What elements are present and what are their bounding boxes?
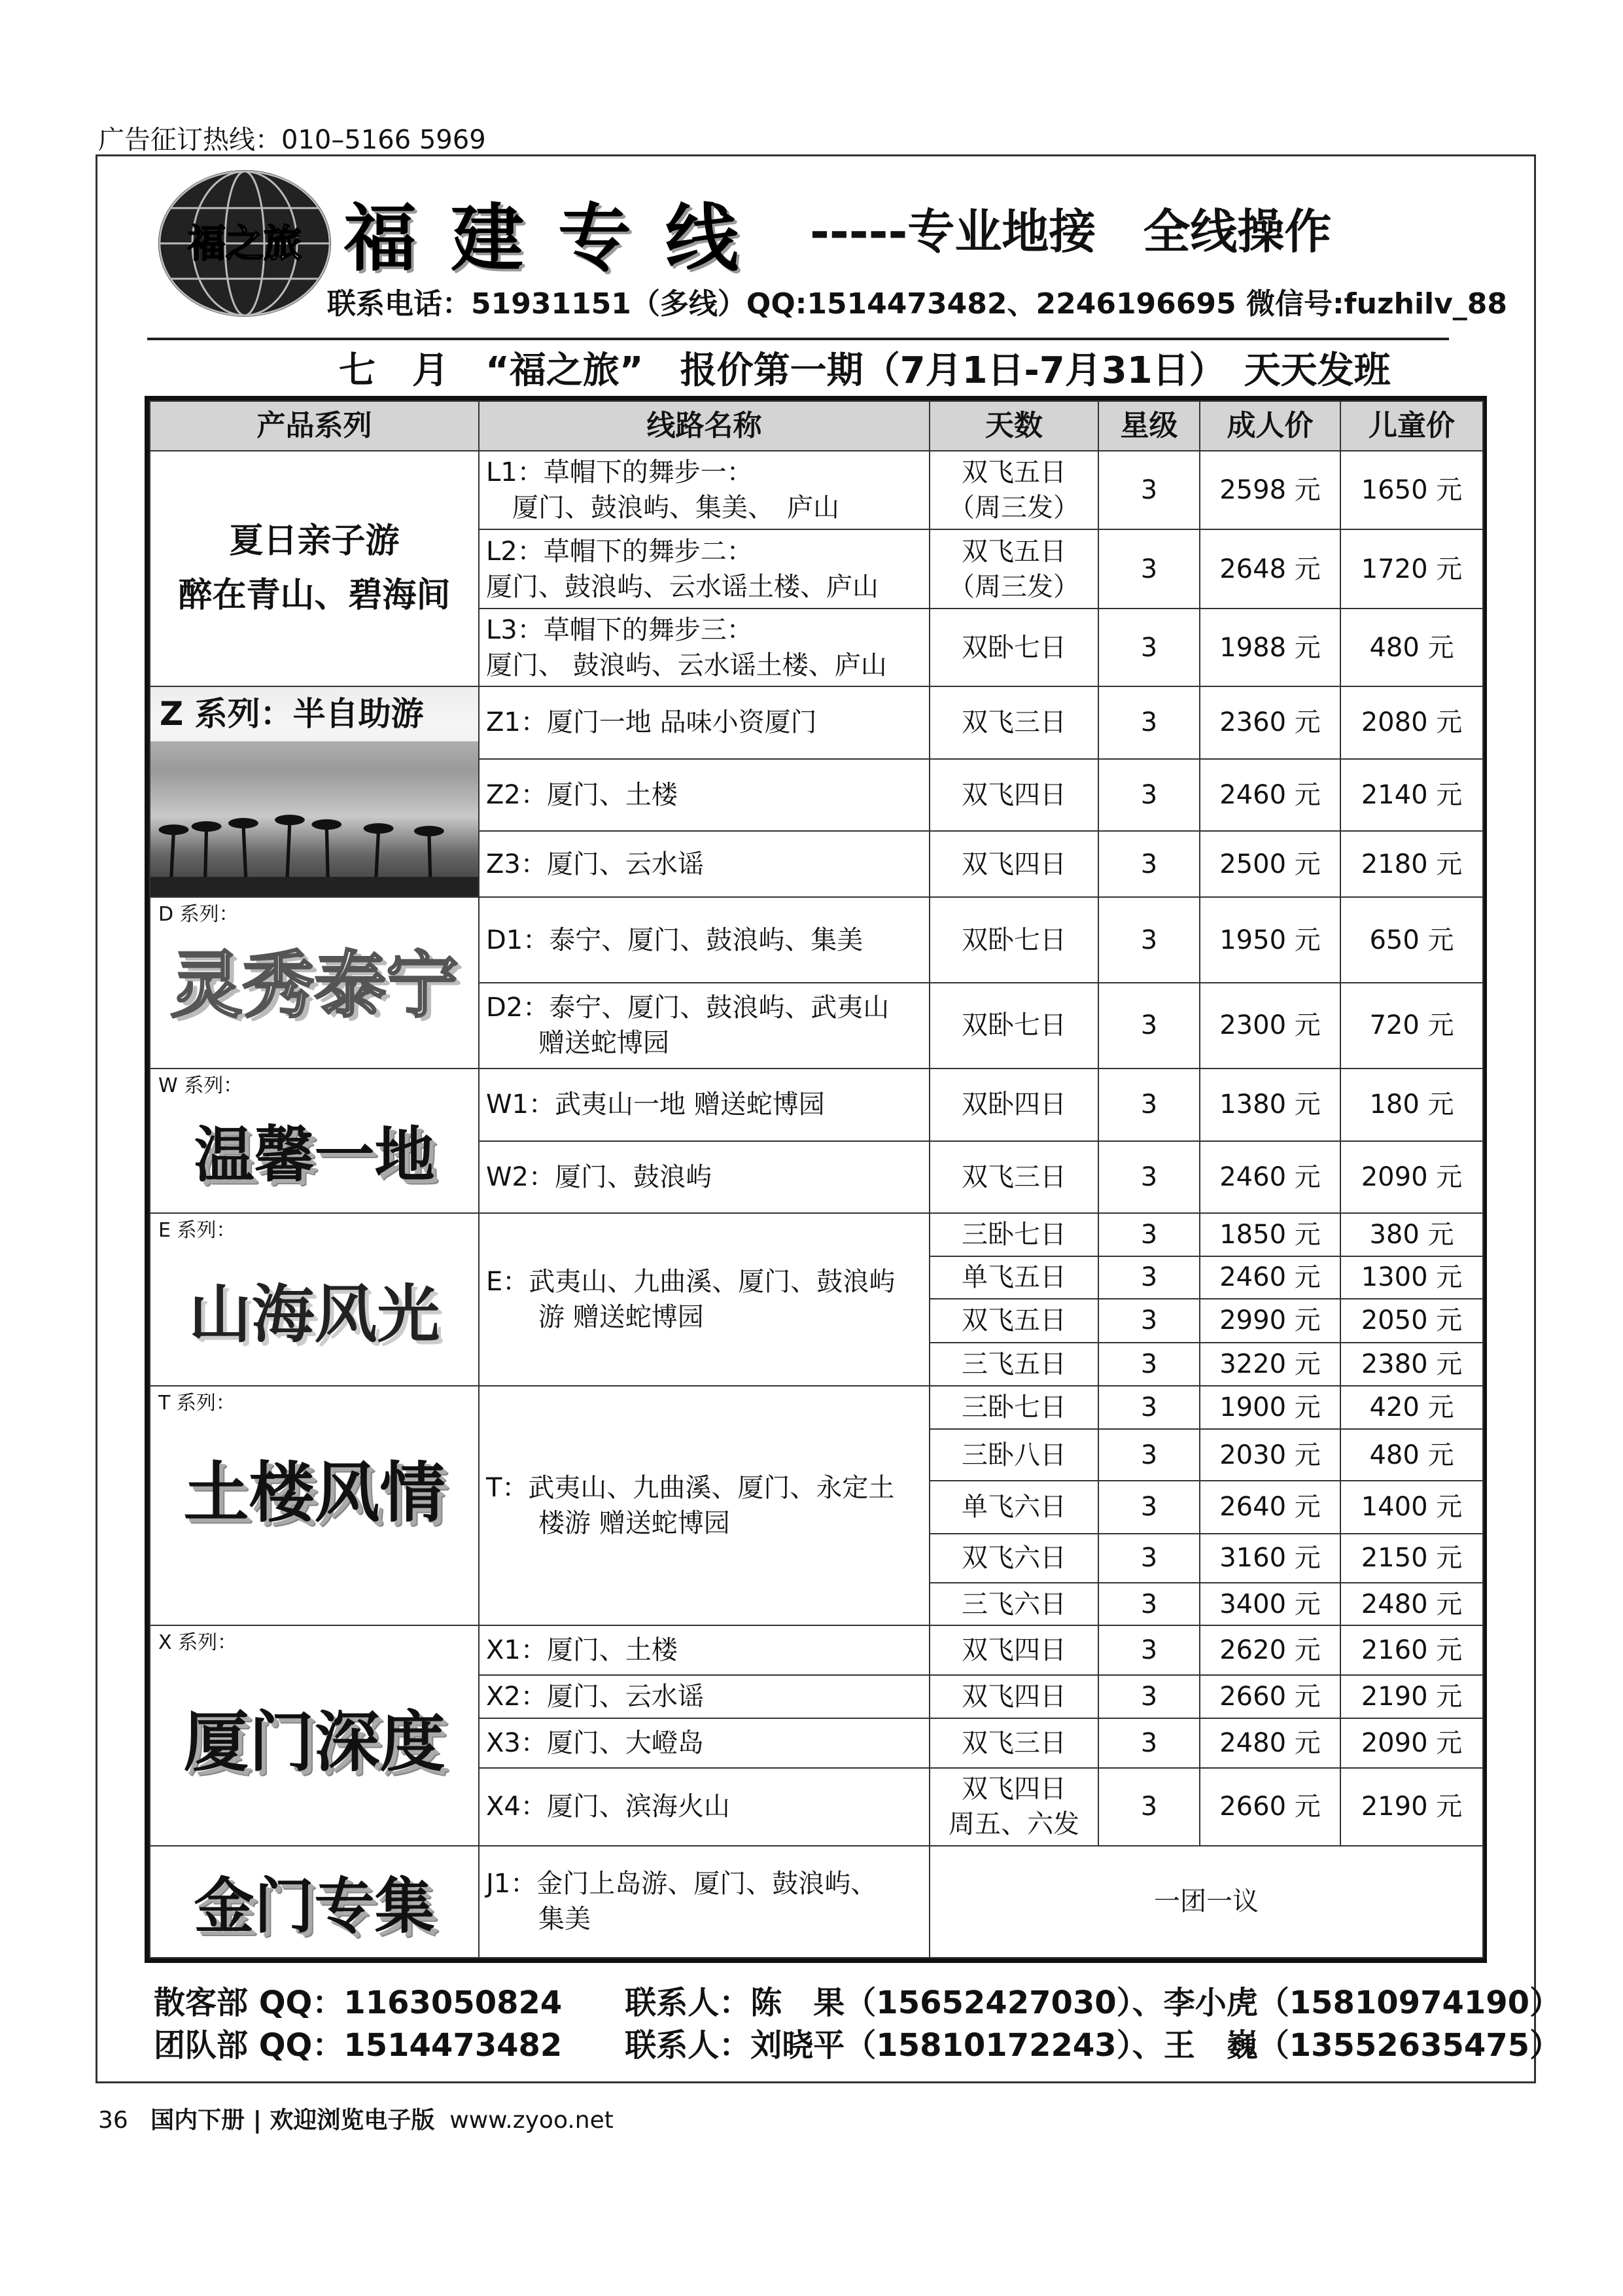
header-route-name: 线路名称 [479,401,930,451]
table-row [150,1846,1483,1958]
days-l3: 双卧七日 [930,609,1098,686]
ad-hotline: 广告征订热线：010–5166 5969 [98,125,486,155]
child-x1: 2160 元 [1340,1625,1483,1675]
star-t-2: 3 [1098,1481,1200,1534]
page-number: 36 [98,2107,128,2134]
child-t-1: 480 元 [1340,1429,1483,1481]
child-z1: 2080 元 [1340,686,1483,759]
route-w2: W2：厦门、鼓浪屿 [479,1141,930,1214]
adult-z2: 2460 元 [1200,759,1340,832]
days-e-2: 双飞五日 [930,1299,1098,1342]
days-d1: 双卧七日 [930,897,1098,983]
star-z1: 3 [1098,686,1200,759]
adult-x3: 2480 元 [1200,1718,1340,1768]
brand-title: 福建专线 [343,196,773,281]
globe-logo-icon [157,169,332,318]
days-t-0: 三卧七日 [930,1386,1098,1429]
route-x2: X2：厦门、云水谣 [479,1675,930,1718]
star-d1: 3 [1098,897,1200,983]
category-e [150,1213,479,1386]
page-footer [98,2102,614,2135]
category-d-label: D 系列： [158,903,239,927]
star-e-3: 3 [1098,1343,1200,1386]
star-z3: 3 [1098,831,1200,897]
adult-x1: 2620 元 [1200,1625,1340,1675]
route-z1: Z1：厦门一地 品味小资厦门 [479,686,930,759]
adult-z3: 2500 元 [1200,831,1340,897]
days-d2: 双卧七日 [930,983,1098,1069]
logo-text: 福之旅 [187,221,302,266]
days-z3: 双飞四日 [930,831,1098,897]
adult-w1: 1380 元 [1200,1069,1340,1141]
route-w1: W1：武夷山一地 赠送蛇博园 [479,1069,930,1141]
route-d1: D1：泰宁、厦门、鼓浪屿、集美 [479,897,930,983]
adult-t-4: 3400 元 [1200,1583,1340,1625]
price-j1: 一团一议 [930,1846,1483,1958]
footer-url: www.zyoo.net [449,2107,614,2134]
days-w1: 双卧四日 [930,1069,1098,1141]
category-t-label: T 系列： [158,1392,236,1415]
child-t-3: 2150 元 [1340,1534,1483,1583]
category-e-title: 山海风光 [188,1278,440,1352]
star-t-3: 3 [1098,1534,1200,1583]
price-list-subtitle: 七 月 “福之旅” 报价第一期（7月1日-7月31日） 天天发班 [339,349,1391,392]
footer-group-contact: 团队部 QQ：1514473482 联系人：刘晓平（15810172243）、王 巍（13552635475） [154,2027,1562,2064]
adult-e-2: 2990 元 [1200,1299,1340,1342]
child-z3: 2180 元 [1340,831,1483,897]
days-x4: 双飞四日 周五、六发 [930,1768,1098,1846]
child-d2: 720 元 [1340,983,1483,1069]
adult-e-1: 2460 元 [1200,1256,1340,1299]
adult-t-2: 2640 元 [1200,1481,1340,1534]
days-t-1: 三卧八日 [930,1429,1098,1481]
category-j [150,1846,479,1958]
star-z2: 3 [1098,759,1200,832]
route-z3: Z3：厦门、云水谣 [479,831,930,897]
adult-l2: 2648 元 [1200,529,1340,609]
child-t-4: 2480 元 [1340,1583,1483,1625]
table-row [150,1386,1483,1429]
days-x1: 双飞四日 [930,1625,1098,1675]
days-z2: 双飞四日 [930,759,1098,832]
days-z1: 双飞三日 [930,686,1098,759]
route-z2: Z2：厦门、土楼 [479,759,930,832]
category-t [150,1386,479,1625]
days-t-4: 三飞六日 [930,1583,1098,1625]
star-l3: 3 [1098,609,1200,686]
table-row [150,1625,1483,1675]
days-x2: 双飞四日 [930,1675,1098,1718]
price-table [145,396,1487,1963]
days-w2: 双飞三日 [930,1141,1098,1214]
star-t-0: 3 [1098,1386,1200,1429]
route-d2: D2：泰宁、厦门、鼓浪屿、武夷山 赠送蛇博园 [479,983,930,1069]
star-t-4: 3 [1098,1583,1200,1625]
star-w2: 3 [1098,1141,1200,1214]
category-x-title: 厦门深度 [183,1704,445,1781]
star-e-1: 3 [1098,1256,1200,1299]
days-e-3: 三飞五日 [930,1343,1098,1386]
category-d [150,897,479,1069]
category-j-title: 金门专集 [194,1871,435,1941]
footer-fit-contact: 散客部 QQ：1163050824 联系人：陈 果（15652427030）、李小虎（15810974190） [154,1985,1562,2021]
adult-t-1: 2030 元 [1200,1429,1340,1481]
child-l2: 1720 元 [1340,529,1483,609]
star-e-0: 3 [1098,1213,1200,1256]
route-l2: L2：草帽下的舞步二： 厦门、鼓浪屿、云水谣土楼、庐山 [479,529,930,609]
route-x4: X4：厦门、滨海火山 [479,1768,930,1846]
adult-e-0: 1850 元 [1200,1213,1340,1256]
days-t-2: 单飞六日 [930,1481,1098,1534]
route-j1: J1：金门上岛游、厦门、鼓浪屿、 集美 [479,1846,930,1958]
days-l2: 双飞五日 （周三发） [930,529,1098,609]
footer-section: 国内下册 | 欢迎浏览电子版 [150,2107,435,2134]
route-x3: X3：厦门、大嶝岛 [479,1718,930,1768]
days-t-3: 双飞六日 [930,1534,1098,1583]
star-l1: 3 [1098,451,1200,530]
star-x3: 3 [1098,1718,1200,1768]
category-e-label: E 系列： [158,1219,236,1243]
table-row [150,1213,1483,1256]
category-z [150,686,479,897]
category-t-title: 土楼风情 [183,1455,445,1532]
adult-d2: 2300 元 [1200,983,1340,1069]
adult-x4: 2660 元 [1200,1768,1340,1846]
category-w-title: 温馨一地 [194,1120,435,1190]
star-e-2: 3 [1098,1299,1200,1342]
child-e-1: 1300 元 [1340,1256,1483,1299]
table-row [150,451,1483,530]
category-x [150,1625,479,1845]
child-e-3: 2380 元 [1340,1343,1483,1386]
child-t-0: 420 元 [1340,1386,1483,1429]
star-w1: 3 [1098,1069,1200,1141]
route-e: E：武夷山、九曲溪、厦门、鼓浪屿 游 赠送蛇博园 [479,1213,930,1386]
days-e-0: 三卧七日 [930,1213,1098,1256]
child-z2: 2140 元 [1340,759,1483,832]
route-x1: X1：厦门、土楼 [479,1625,930,1675]
star-l2: 3 [1098,529,1200,609]
category-w-label: W 系列： [158,1074,243,1097]
star-x1: 3 [1098,1625,1200,1675]
header-days: 天数 [930,401,1098,451]
star-x2: 3 [1098,1675,1200,1718]
adult-e-3: 3220 元 [1200,1343,1340,1386]
adult-l3: 1988 元 [1200,609,1340,686]
adult-t-0: 1900 元 [1200,1386,1340,1429]
child-d1: 650 元 [1340,897,1483,983]
category-w [150,1069,479,1213]
category-z-title: Z 系列：半自助游 [150,687,478,742]
adult-z1: 2360 元 [1200,686,1340,759]
table-row [150,1069,1483,1141]
adult-w2: 2460 元 [1200,1141,1340,1214]
child-w1: 180 元 [1340,1069,1483,1141]
category-x-label: X 系列： [158,1631,237,1655]
table-row [150,897,1483,983]
star-t-1: 3 [1098,1429,1200,1481]
adult-t-3: 3160 元 [1200,1534,1340,1583]
category-summer: 夏日亲子游 醉在青山、碧海间 [150,451,479,686]
star-d2: 3 [1098,983,1200,1069]
header-child-price: 儿童价 [1340,401,1483,451]
route-l1: L1：草帽下的舞步一： 厦门、鼓浪屿、集美、 庐山 [479,451,930,530]
child-x2: 2190 元 [1340,1675,1483,1718]
contact-info: 联系电话：51931151（多线）QQ:1514473482、2246196695 微信号:fuzhilv_88 [327,287,1508,321]
child-t-2: 1400 元 [1340,1481,1483,1534]
star-x4: 3 [1098,1768,1200,1846]
route-l3: L3：草帽下的舞步三： 厦门、 鼓浪屿、云水谣土楼、庐山 [479,609,930,686]
header-adult-price: 成人价 [1200,401,1340,451]
route-t: T：武夷山、九曲溪、厦门、永定土 楼游 赠送蛇博园 [479,1386,930,1625]
days-x3: 双飞三日 [930,1718,1098,1768]
child-x4: 2190 元 [1340,1768,1483,1846]
child-x3: 2090 元 [1340,1718,1483,1768]
child-w2: 2090 元 [1340,1141,1483,1214]
table-row [150,686,1483,759]
days-e-1: 单飞五日 [930,1256,1098,1299]
category-d-title: 灵秀泰宁 [170,944,459,1028]
header-divider [147,338,1449,340]
child-e-2: 2050 元 [1340,1299,1483,1342]
adult-d1: 1950 元 [1200,897,1340,983]
days-l1: 双飞五日 （周三发） [930,451,1098,530]
child-l3: 480 元 [1340,609,1483,686]
child-l1: 1650 元 [1340,451,1483,530]
header-star: 星级 [1098,401,1200,451]
adult-l1: 2598 元 [1200,451,1340,530]
header-product-series: 产品系列 [150,401,479,451]
brand-slogan: -----专业地接 全线操作 [810,204,1332,259]
child-e-0: 380 元 [1340,1213,1483,1256]
table-header-row [150,401,1483,451]
adult-x2: 2660 元 [1200,1675,1340,1718]
